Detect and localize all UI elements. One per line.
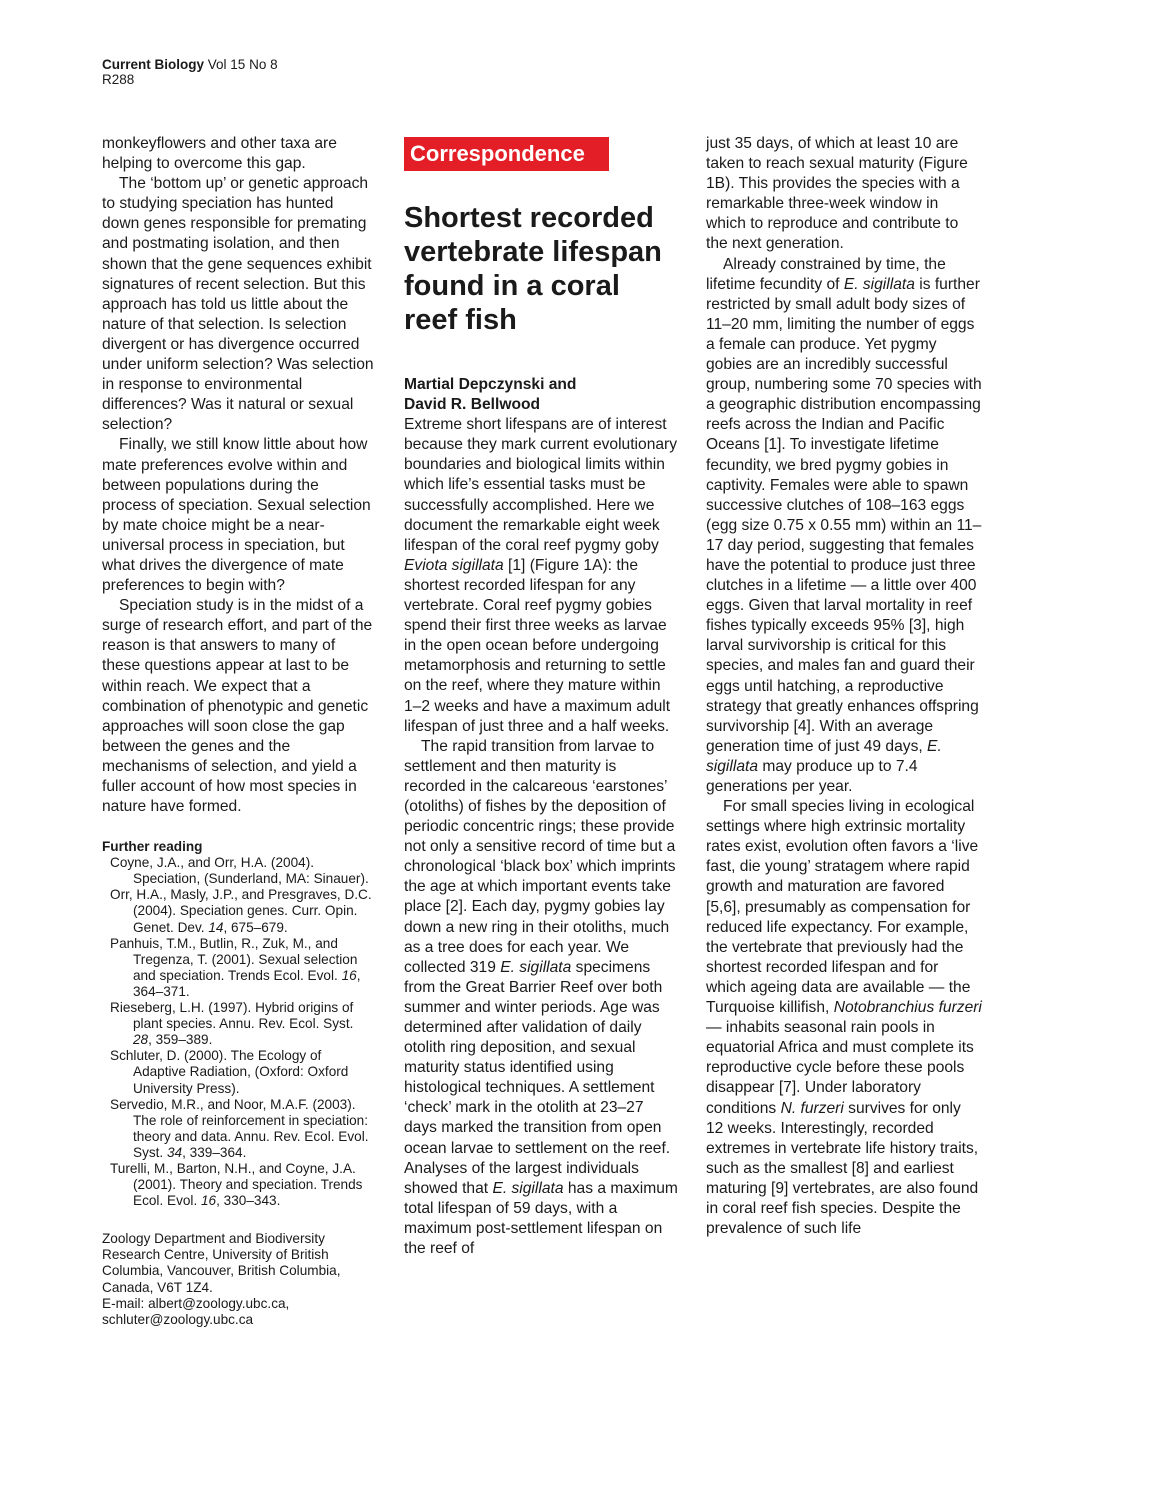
column-1 [102,134,374,1328]
reference-item: Schluter, D. (2000). The Ecology of Adaptive Radiation, (Oxford: Oxford University Press). [110,1048,349,1096]
reference-item: Rieseberg, L.H. (1997). Hybrid origins of plant species. Annu. Rev. Ecol. Syst. 28, 359–389. [110,1000,354,1048]
journal-volume: Vol 15 No 8 [207,57,278,72]
paragraph: The rapid transition from larvae to settlement and then maturity is recorded in the calcareous ‘earstones’ (otoliths) of fishes by the deposition of periodic concentric rings; these provide not only a sensitive record of time but a chronological ‘black box’ which imprints the age at which important events take place [2]. Each day, pygmy gobies lay down a new ring in their otoliths, much as a tree does for each year. We collected 319 E. sigillata specimens from the Great Barrier Reef over both summer and winter periods. Age was determined after validation of daily otolith ring deposition, and sexual maturity status identified using histological techniques. A settlement ‘check’ mark in the otolith at 23–27 days marked the transition from open ocean larvae to settlement on the reef. Analyses of the largest individuals showed that E. sigillata has a maximum total lifespan of 59 days, with a maximum post-settlement lifespan on the reef of [404,737,678,1258]
author-affiliation [102,1231,374,1328]
reference-item: Orr, H.A., Masly, J.P., and Presgraves, D.C. (2004). Speciation genes. Curr. Opin. Genet. Dev. 14, 675–679. [110,887,372,935]
article-title: Shortest recorded vertebrate lifespan found in a coral reef fish [404,202,662,336]
email-line: schluter@zoology.ubc.ca [102,1311,254,1327]
affiliation-address: Zoology Department and Biodiversity Research Centre, University of British Columbia, Vancouver, British Columbia, Canada, V6T 1Z4. [102,1231,341,1295]
paragraph: monkeyflowers and other taxa are helping to overcome this gap. [102,135,337,173]
author-list [404,375,680,415]
page-number: R288 [102,72,135,87]
paragraph: Finally, we still know little about how mate preferences evolve within and between populations during the process of speciation. Sexual selection by mate choice might be a near-universal process in speciation, but what drives the divergence of mate preferences to begin with? [102,436,371,595]
running-head [102,57,278,87]
reference-item: Coyne, J.A., and Orr, H.A. (2004). Speciation, (Sunderland, MA: Sinauer). [110,855,369,887]
further-reading-heading: Further reading [102,839,203,855]
journal-name: Current Biology [102,57,205,72]
email-line: E-mail: albert@zoology.ubc.ca, [102,1295,290,1311]
author-line: David R. Bellwood [404,396,541,414]
reference-item: Panhuis, T.M., Butlin, R., Zuk, M., and Tregenza, T. (2001). Sexual selection and speciation. Trends Ecol. Evol. 16, 364–371. [110,935,361,999]
reference-item: Turelli, M., Barton, N.H., and Coyne, J.A. (2001). Theory and speciation. Trends Ecol. Evol. 16, 330–343. [110,1160,363,1209]
paragraph: Extreme short lifespans are of interest because they mark current evolutionary boundaries and biological limits within which life’s essential tasks must be successfully accomplished. Here we document the remarkable eight week lifespan of the coral reef pygmy goby Eviota sigillata [1] (Figure 1A): the shortest recorded lifespan for any vertebrate. Coral reef pygmy gobies spend their first three weeks as larvae in the open ocean before undergoing metamorphosis and returning to settle on the reef, where they mature within 1–2 weeks and have a maximum adult lifespan of just three and a half weeks. [404,416,678,735]
paragraph: Already constrained by time, the lifetime fecundity of E. sigillata is further restricted by small adult body sizes of 11–20 mm, limiting the number of eggs a female can produce. Yet pygmy gobies are an incredibly successful group, numbering some 70 species with a geographic distribution encompassing reefs across the Indian and Pacific Oceans [1]. To investigate lifetime fecundity, we bred pygmy gobies in captivity. Females were able to spawn successive clutches of 108–163 eggs (egg size 0.75 x 0.55 mm) within an 11–17 day period, suggesting that females have the potential to produce just three clutches in a lifetime — a little over 400 eggs. Given that larval mortality in reef fishes typically exceeds 95% [3], high larval survivorship is critical for this species, and males fan and guard their eggs until hatching, a reproductive strategy that greatly enhances offspring survivorship [4]. With an average generation time of just 49 days, E. sigillata may produce up to 7.4 generations per year. [706,255,982,795]
paragraph: The ‘bottom up’ or genetic approach to studying speciation has hunted down genes responsible for premating and postmating isolation, and then shown that the gene sequences exhibit signatures of recent selection. But this approach has told us little about the nature of that selection. Is selection divergent or has divergence occurred under uniform selection? Was selection in response to environmental differences? Was it natural or sexual selection? [102,175,374,434]
paragraph: For small species living in ecological settings where high extrinsic mortality rates exist, evolution often favors a ‘live fast, die young’ stratagem where rapid growth and maturation are favored [5,6], presumably as compensation for reduced life expectancy. For example, the vertebrate that previously had the shortest recorded lifespan and for which ageing data are available — the Turquoise killifish, Notobranchius furzeri — inhabits seasonal rain pools in equatorial Africa and must complete its reproductive cycle before these pools disappear [7]. Under laboratory conditions N. furzeri survives for only 12 weeks. Interestingly, recorded extremes in vertebrate life history traits, such as the smallest [8] and earliest maturing [9] vertebrates, are also found in coral reef fish species. Despite the prevalence of such life [706,798,982,1238]
author-line: Martial Depczynski and [404,376,577,393]
column-2 [404,134,680,1259]
column-3 [706,134,982,1239]
reference-list [102,855,374,1209]
reference-item: Servedio, M.R., and Noor, M.A.F. (2003). The role of reinforcement in speciation: theory and data. Annu. Rev. Ecol. Evol. Syst. 34, 339–364. [110,1096,369,1160]
section-label: Correspondence [404,137,609,171]
paragraph: just 35 days, of which at least 10 are taken to reach sexual maturity (Figure 1B). This provides the species with a remarkable three-week window in which to reproduce and contribute to the next generation. [706,135,968,253]
paragraph: Speciation study is in the midst of a surge of research effort, and part of the reason is that answers to many of these questions appear at last to be within reach. We expect that a combination of phenotypic and genetic approaches will soon close the gap between the genes and the mechanisms of selection, and yield a fuller account of how most species in nature have formed. [102,597,373,816]
